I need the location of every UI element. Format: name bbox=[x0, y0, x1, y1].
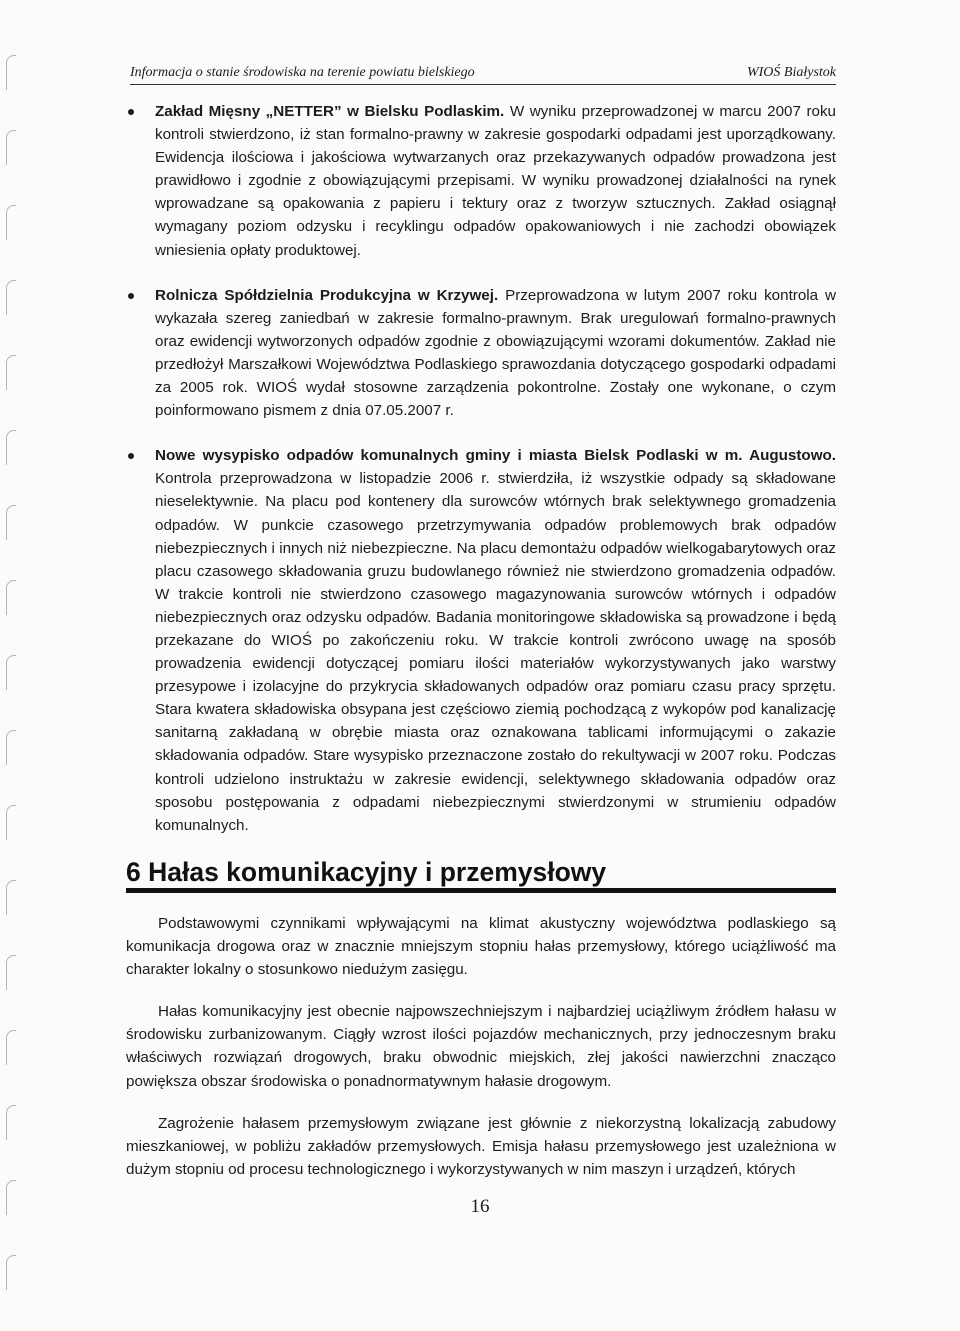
binder-hole-mark bbox=[6, 1030, 16, 1065]
binder-hole-mark bbox=[6, 280, 16, 315]
binder-hole-mark bbox=[6, 730, 16, 765]
binder-hole-mark bbox=[6, 955, 16, 990]
binder-hole-mark bbox=[6, 505, 16, 540]
body-paragraph: Hałas komunikacyjny jest obecnie najpowszechniejszym i najbardziej uciążliwym źródłem hałasu w środowisku zurbanizowanym. Ciągły wzrost ilości pojazdów mechanicznych, przy jednoczesnym braku właściwych rozwiązań drogowych, braku obwodnic miejskich, złej jakości nawierzchni znacząco powiększa obszar środowiska o ponadnormatywnym hałasie drogowym. bbox=[126, 1003, 836, 1090]
list-item-text bbox=[155, 100, 836, 262]
binder-hole-mark bbox=[6, 805, 16, 840]
bullet-icon bbox=[128, 453, 134, 459]
binder-hole-mark bbox=[6, 355, 16, 390]
section-body bbox=[126, 912, 836, 1200]
binder-hole-mark bbox=[6, 880, 16, 915]
binder-hole-mark bbox=[6, 1255, 16, 1290]
binder-hole-mark bbox=[6, 1105, 16, 1140]
body-paragraph: Podstawowymi czynnikami wpływającymi na klimat akustyczny województwa podlaskiego są komunikacja drogowa oraz w znacznie mniejszym stopniu hałas przemysłowy, którego uciążliwość ma charakter lokalny o stosunkowo niedużym zasięgu. bbox=[126, 915, 836, 979]
list-item-title: Zakład Mięsny „NETTER” w Bielsku Podlaskim. bbox=[155, 103, 505, 120]
list-item bbox=[128, 284, 836, 423]
binder-hole-mark bbox=[6, 580, 16, 615]
inspection-list bbox=[128, 100, 836, 859]
header-document-title: Informacja o stanie środowiska na terenie powiatu bielskiego bbox=[130, 65, 475, 80]
list-item bbox=[128, 100, 836, 262]
section-heading-rule bbox=[126, 888, 836, 893]
list-item-title: Rolnicza Spółdzielnia Produkcyjna w Krzywej. bbox=[155, 286, 499, 304]
list-item-body: Kontrola przeprowadzona w listopadzie 2006 r. stwierdziła, iż wszystkie odpady są składowane nieselektywnie. Na placu pod kontenery dla surowców wtórnych brak selektywnego gromadzenia odpadów. W punkcie czasowego przetrzymywania odpadów problemowych brak odpadów niebezpiecznych i innych niż niebezpieczne. Na placu demontażu odpadów wielkogabarytowych oraz placu czasowego składowania gruzu budowlanego również nie stwierdzono gromadzenia odpadów. W trakcie kontroli nie stwierdzono czasowego magazynowania surowców wtórnych i odpadów niebezpiecznych oraz odzysku odpadów. Badania monitoringowe składowiska są prowadzone i będą przekazane do WIOŚ po zakończeniu roku. W trakcie kontroli zwrócono uwagę na sposób prowadzenia ewidencji dotyczącej pomiaru ilości materiałów wykorzystywanych jako warstwy przesypowe i izolacyjne do przykrycia składowanych odpadów oraz pomiaru czasu pracy sprzętu. Stara kwatera składowiska obsypana jest częściowo ziemią pochodzącą z wykopów pod kanalizację sanitarną zakładaną w obrębie miasta oraz oznakowana tablicami informującymi o zakazie składowania odpadów. Stare wysypisko przeznaczone zostało do rekultywacji w 2007 roku. Podczas kontroli udzielono instruktażu w zakresie ewidencji, selektywnego składowania odpadów oraz sposobu postępowania z odpadami niebezpiecznymi stwierdzonymi w strumieniu odpadów komunalnych. bbox=[155, 470, 836, 834]
list-item-text bbox=[155, 284, 836, 423]
header-rule bbox=[130, 84, 836, 85]
binder-hole-mark bbox=[6, 130, 16, 165]
header-institution: WIOŚ Białystok bbox=[746, 65, 836, 80]
list-item-body: W wyniku przeprowadzonej w marcu 2007 roku kontroli stwierdzono, iż stan formalno-prawny w zakresie gospodarki odpadami jest uporządkowany. Ewidencja ilościowa i jakościowa wytwarzanych oraz przekazywanych odpadów prowadzona jest prawidłowo i zgodnie z obowiązującymi przepisami. W wyniku prowadzonej działalności na rynek wprowadzane są opakowania z papieru i tektury oraz z tworzyw sztucznych. Zakład osiągnął wymagany poziom odzysku i recyklingu odpadów opakowaniowych i nie zachodzi obowiązek wniesienia opłaty produktowej. bbox=[155, 103, 836, 259]
binder-hole-mark bbox=[6, 655, 16, 690]
body-paragraph: Zagrożenie hałasem przemysłowym związane jest głównie z niekorzystną lokalizacją zabudowy mieszkaniowej, w pobliżu zakładów przemysłowych. Emisja hałasu przemysłowego jest uzależniona w dużym stopniu od procesu technologicznego i wykorzystywanych w nim maszyn i urządzeń, których bbox=[126, 1114, 836, 1178]
running-header bbox=[130, 64, 836, 82]
bullet-icon bbox=[128, 293, 134, 299]
bullet-icon bbox=[128, 109, 134, 115]
binder-holes bbox=[6, 0, 22, 1331]
binder-hole-mark bbox=[6, 205, 16, 240]
binder-hole-mark bbox=[6, 430, 16, 465]
binder-hole-mark bbox=[6, 55, 16, 90]
list-item-body: Przeprowadzona w lutym 2007 roku kontrola w wykazała szereg zaniedbań w zakresie formalno-prawnym. Brak uregulowań formalno-prawnych oraz ewidencji wytworzonych odpadów zgodnie z obowiązującymi wzorami dokumentów. Zakład nie przedłożył Marszałkowi Województwa Podlaskiego sprawozdania dotyczącego gospodarki odpadami za 2005 rok. WIOŚ wydał stosowne zarządzenia pokontrolne. Zostały one wykonane, o czym poinformowano pismem z dnia 07.05.2007 r. bbox=[155, 286, 836, 420]
list-item-text bbox=[155, 444, 836, 837]
page-number: 16 bbox=[470, 1196, 490, 1217]
list-item bbox=[128, 444, 836, 837]
section-heading: 6 Hałas komunikacyjny i przemysłowy bbox=[126, 857, 607, 887]
list-item-title: Nowe wysypisko odpadów komunalnych gminy i miasta Bielsk Podlaski w m. Augustowo. bbox=[155, 447, 836, 465]
